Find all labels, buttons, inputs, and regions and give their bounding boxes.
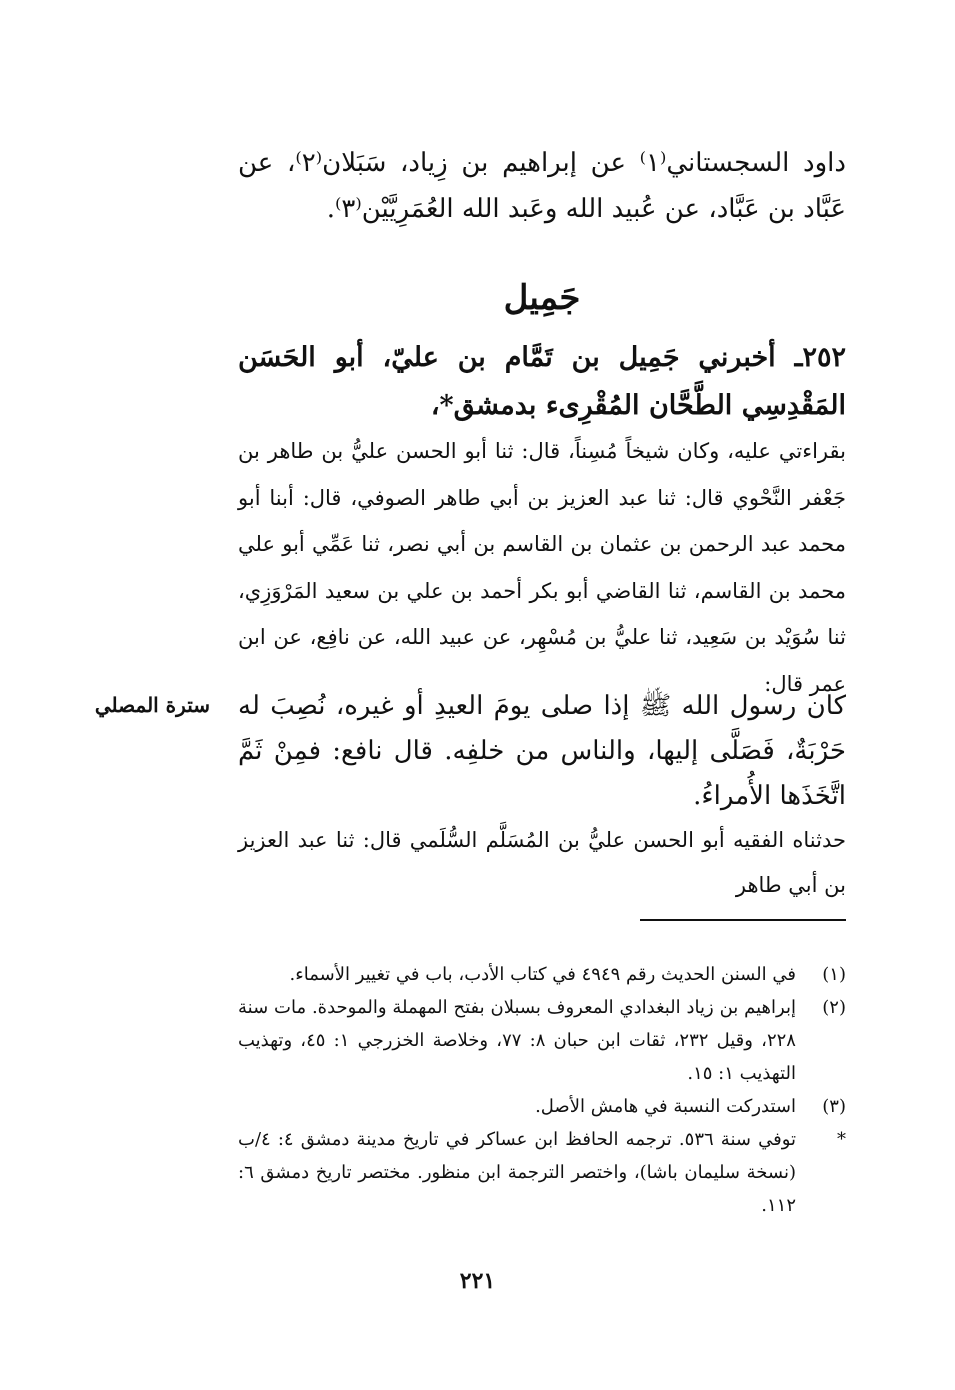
matn-paragraph: كان رسول الله ﷺ إذا صلى يومَ العيدِ أو غيره، نُصِبَ له حَرْبَةٌ، فَصَلَّى إليها، والناس من خلفِه. قال نافع: فمِنْ ثَمَّ اتَّخَذَها الأُمراءُ. (238, 691, 846, 811)
footnote (238, 1123, 846, 1222)
footnote (238, 991, 846, 1090)
footnote-text: استدركت النسبة في هامش الأصل. (535, 1096, 796, 1117)
footnote-separator (640, 919, 846, 921)
isnad-paragraph: بقراءتي عليه، وكان شيخاً مُسِناً، قال: ثنا أبو الحسن عليُّ بن طاهر بن جَعْفر النَّحْوي قال: ثنا عبد العزيز بن أبي طاهر الصوفي، قال: أبنا أبو محمد عبد الرحمن بن عثمان بن القاسم بن أبي نصر، ثنا عَمِّي أبو علي محمد بن القاسم، ثنا القاضي أبو بكر أحمد بن علي بن سعيد المَرْوَزِي، ثنا سُوَيْد بن سَعِيد، ثنا عليُّ بن مُسْهِر، عن عبيد الله، عن نافِع، عن ابن عمر قال: (238, 439, 846, 696)
margin-note: سترة المصلي (94, 693, 210, 717)
footnote-text: إبراهيم بن زياد البغدادي المعروف بسبلان بفتح المهملة والموحدة. مات سنة ٢٢٨، وقيل ٢٣٢، ثقات ابن حبان ٨: ٧٧، وخلاصة الخزرجي ١: ٤٥، وتهذيب التهذيب ١: ١٥. (238, 997, 796, 1084)
footnote-text: توفي سنة ٥٣٦. ترجمه الحافظ ابن عساكر في تاريخ مدينة دمشق ٤: ٤/ب (نسخة سليمان باشا)، واختصر الترجمة ابن منظور. مختصر تاريخ دمشق ٦: ١١٢. (238, 1129, 797, 1216)
footnote-marker: (١) (822, 964, 846, 985)
entry-heading: ٢٥٢ـ أخبرني جَمِيل بن تَمَّام بن عليّ، أبو الحَسَن المَقْدِسِي الطَّحَّان المُقْرِىء بدمشق*، (238, 342, 846, 421)
footnote-marker: (٣) (822, 1096, 846, 1117)
footnote-marker: (٢) (822, 997, 846, 1018)
page-number: ٢٢١ (459, 1268, 496, 1294)
closing-paragraph: حدثناه الفقيه أبو الحسن عليُّ بن المُسَلَّم السُّلَمي قال: ثنا عبد العزيز بن أبي طاهر (238, 828, 846, 897)
footnotes (238, 958, 846, 1222)
footnote-marker: * (837, 1129, 846, 1150)
footnote (238, 1090, 846, 1123)
section-title: جَمِيل (503, 278, 581, 318)
footnote-text: في السنن الحديث رقم ٤٩٤٩ في كتاب الأدب، باب في تغيير الأسماء. (289, 964, 796, 985)
footnote (238, 958, 846, 991)
intro-paragraph: داود السجستاني⁽١⁾ عن إبراهيم بن زِياد، سَبَلان⁽٢⁾، عن عَبَّاد بن عَبَّاد، عن عُبيد الله وعَبد الله العُمَرِيَّيْن⁽٣⁾. (238, 148, 846, 224)
